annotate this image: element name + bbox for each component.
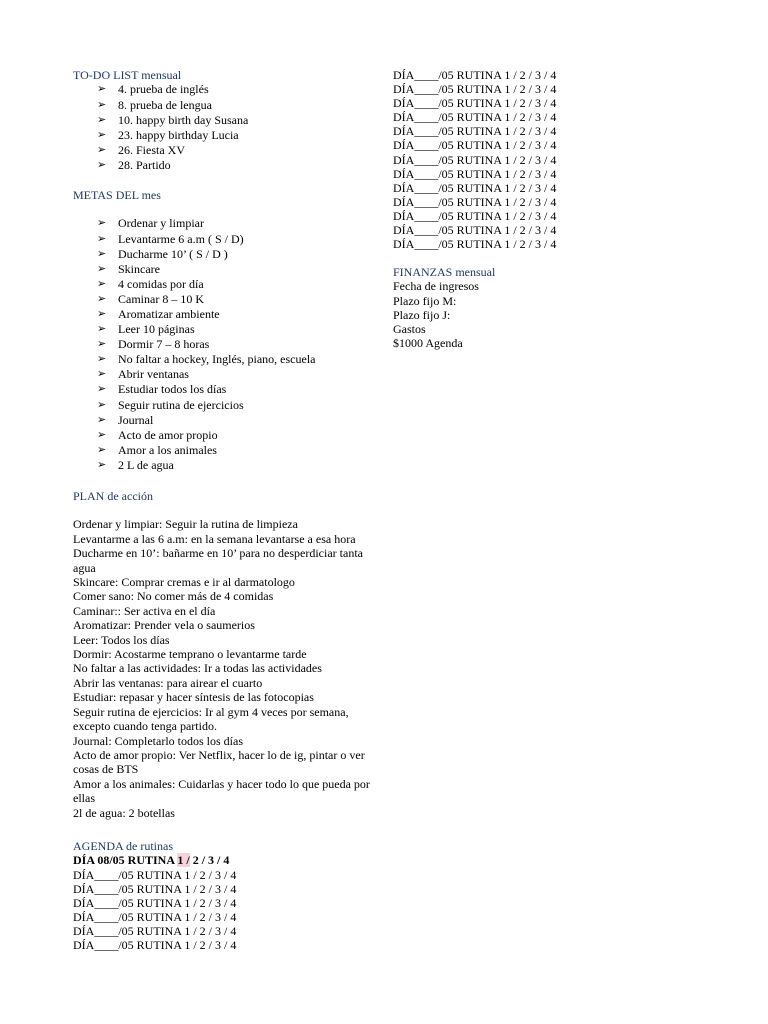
plan-paragraph: Ordenar y limpiar: Seguir la rutina de limpieza <box>73 517 298 532</box>
meta-item-text: Acto de amor propio <box>118 427 218 442</box>
arrow-bullet-icon: ➢ <box>97 383 107 396</box>
finanzas-heading: FINANZAS mensual <box>393 265 496 279</box>
finanzas-line: Gastos <box>393 321 426 336</box>
agenda-line: DÍA____/05 RUTINA 1 / 2 / 3 / 4 <box>73 937 237 952</box>
meta-item <box>73 292 378 307</box>
meta-item-text: 2 L de agua <box>118 457 174 472</box>
agenda-line: DÍA____/05 RUTINA 1 / 2 / 3 / 4 <box>73 881 237 896</box>
todo-item-text: 28. Partido <box>118 157 171 172</box>
arrow-bullet-icon: ➢ <box>97 413 107 426</box>
meta-item <box>73 262 378 277</box>
agenda-first-prefix: DÍA 08/05 RUTINA <box>73 853 178 868</box>
meta-item <box>73 458 378 473</box>
plan-paragraph: No faltar a las actividades: Ir a todas las actividades <box>73 661 322 676</box>
agenda-line: DÍA____/05 RUTINA 1 / 2 / 3 / 4 <box>393 110 557 125</box>
arrow-bullet-icon: ➢ <box>97 128 107 141</box>
agenda-line: DÍA____/05 RUTINA 1 / 2 / 3 / 4 <box>393 166 557 181</box>
meta-item <box>73 413 378 428</box>
agenda-line: DÍA____/05 RUTINA 1 / 2 / 3 / 4 <box>393 237 557 252</box>
meta-item <box>73 216 378 231</box>
todo-item <box>73 113 378 128</box>
arrow-bullet-icon: ➢ <box>97 277 107 290</box>
meta-item-text: Dormir 7 – 8 horas <box>118 337 210 352</box>
plan-paragraph: Acto de amor propio: Ver Netflix, hacer lo de ig, pintar o ver cosas de BTS <box>73 747 365 777</box>
agenda-list <box>73 868 378 953</box>
meta-item-text: Leer 10 páginas <box>118 322 195 337</box>
meta-item <box>73 367 378 382</box>
plan-paragraph: 2l de agua: 2 botellas <box>73 805 175 820</box>
arrow-bullet-icon: ➢ <box>97 443 107 456</box>
agenda-line: DÍA____/05 RUTINA 1 / 2 / 3 / 4 <box>393 152 557 167</box>
meta-item-text: Skincare <box>118 261 160 276</box>
finanzas-line: $1000 Agenda <box>393 335 463 350</box>
agenda-line: DÍA____/05 RUTINA 1 / 2 / 3 / 4 <box>73 867 237 882</box>
arrow-bullet-icon: ➢ <box>97 428 107 441</box>
arrow-bullet-icon: ➢ <box>97 83 107 96</box>
arrow-bullet-icon: ➢ <box>97 292 107 305</box>
todo-item-text: 8. prueba de lengua <box>118 97 212 112</box>
plan-paragraph: Journal: Completarlo todos los días <box>73 733 243 748</box>
plan-paragraph: Leer: Todos los días <box>73 632 170 647</box>
meta-item <box>73 443 378 458</box>
todo-heading: TO-DO LIST mensual <box>73 68 182 82</box>
agenda-line: DÍA____/05 RUTINA 1 / 2 / 3 / 4 <box>393 96 557 111</box>
meta-item-text: No faltar a hockey, Inglés, piano, escuela <box>118 352 316 367</box>
plan-list <box>73 517 378 820</box>
agenda-first-highlight: 1 / <box>177 853 190 868</box>
finanzas-line: Plazo fijo M: <box>393 293 457 308</box>
plan-paragraph: Amor a los animales: Cuidarlas y hacer todo lo que pueda por ellas <box>73 776 370 806</box>
plan-paragraph: Ducharme en 10’: bañarme en 10’ para no desperdiciar tanta agua <box>73 546 363 575</box>
meta-item-text: Aromatizar ambiente <box>118 306 220 321</box>
plan-paragraph: Levantarme a las 6 a.m: en la semana levantarse a esa hora <box>73 531 356 546</box>
agenda-line: DÍA____/05 RUTINA 1 / 2 / 3 / 4 <box>393 124 557 139</box>
arrow-bullet-icon: ➢ <box>97 217 107 230</box>
meta-item <box>73 428 378 443</box>
finanzas-line: Fecha de ingresos <box>393 279 479 294</box>
agenda-line: DÍA____/05 RUTINA 1 / 2 / 3 / 4 <box>393 138 557 153</box>
agenda-line: DÍA____/05 RUTINA 1 / 2 / 3 / 4 <box>393 223 557 238</box>
agenda-line: DÍA____/05 RUTINA 1 / 2 / 3 / 4 <box>73 895 237 910</box>
todo-item <box>73 82 378 97</box>
plan-paragraph: Seguir rutina de ejercicios: Ir al gym 4 veces por semana, excepto cuando tenga partido. <box>73 704 349 734</box>
arrow-bullet-icon: ➢ <box>97 158 107 171</box>
arrow-bullet-icon: ➢ <box>97 323 107 336</box>
todo-item-text: 23. happy birthday Lucia <box>118 127 239 142</box>
arrow-bullet-icon: ➢ <box>97 232 107 245</box>
agenda-line: DÍA____/05 RUTINA 1 / 2 / 3 / 4 <box>393 82 557 97</box>
todo-item-text: 10. happy birth day Susana <box>118 112 249 127</box>
plan-paragraph: Comer sano: No comer más de 4 comidas <box>73 589 274 604</box>
plan-heading: PLAN de acción <box>73 489 153 503</box>
todo-list <box>73 82 378 173</box>
todo-item-text: 26. Fiesta XV <box>118 142 185 157</box>
arrow-bullet-icon: ➢ <box>97 368 107 381</box>
meta-item <box>73 277 378 292</box>
meta-item-text: 4 comidas por día <box>118 276 204 291</box>
meta-item-text: Journal <box>118 412 154 427</box>
metas-section <box>73 188 378 473</box>
metas-heading: METAS DEL mes <box>73 188 161 202</box>
meta-item <box>73 232 378 247</box>
meta-item-text: Estudiar todos los días <box>118 382 227 397</box>
plan-paragraph: Dormir: Acostarme temprano o levantarme tarde <box>73 647 307 662</box>
arrow-bullet-icon: ➢ <box>97 398 107 411</box>
arrow-bullet-icon: ➢ <box>97 458 107 471</box>
meta-item-text: Levantarme 6 a.m ( S / D) <box>118 231 244 246</box>
agenda-line: DÍA____/05 RUTINA 1 / 2 / 3 / 4 <box>73 909 237 924</box>
finanzas-line: Plazo fijo J: <box>393 307 451 322</box>
todo-item <box>73 158 378 173</box>
meta-item <box>73 382 378 397</box>
plan-paragraph: Skincare: Comprar cremas e ir al darmatologo <box>73 575 295 590</box>
meta-item-text: Abrir ventanas <box>118 367 189 382</box>
agenda-line: DÍA____/05 RUTINA 1 / 2 / 3 / 4 <box>393 208 557 223</box>
arrow-bullet-icon: ➢ <box>97 247 107 260</box>
agenda-heading: AGENDA de rutinas <box>73 839 173 853</box>
plan-paragraph: Caminar:: Ser activa en el día <box>73 603 216 618</box>
meta-item <box>73 247 378 262</box>
meta-item <box>73 337 378 352</box>
agenda-section <box>73 839 378 952</box>
plan-paragraph: Aromatizar: Prender vela o saumerios <box>73 618 255 633</box>
agenda-line: DÍA____/05 RUTINA 1 / 2 / 3 / 4 <box>393 68 557 82</box>
arrow-bullet-icon: ➢ <box>97 143 107 156</box>
plan-paragraph: Abrir las ventanas: para airear el cuarto <box>73 675 263 690</box>
finanzas-section <box>393 265 693 350</box>
todo-section <box>73 68 378 173</box>
agenda-line: DÍA____/05 RUTINA 1 / 2 / 3 / 4 <box>73 923 237 938</box>
todo-item <box>73 143 378 158</box>
meta-item-text: Ordenar y limpiar <box>118 216 204 231</box>
arrow-bullet-icon: ➢ <box>97 338 107 351</box>
meta-item-text: Amor a los animales <box>118 442 217 457</box>
arrow-bullet-icon: ➢ <box>97 262 107 275</box>
todo-item <box>73 128 378 143</box>
agenda-line: DÍA____/05 RUTINA 1 / 2 / 3 / 4 <box>393 194 557 209</box>
plan-paragraph: Estudiar: repasar y hacer síntesis de las fotocopias <box>73 690 314 705</box>
arrow-bullet-icon: ➢ <box>97 113 107 126</box>
agenda-first-rest: 2 / 3 / 4 <box>189 853 230 868</box>
finanzas-list <box>393 279 693 349</box>
meta-item <box>73 322 378 337</box>
meta-item-text: Ducharme 10’ ( S / D ) <box>118 246 228 261</box>
todo-item-text: 4. prueba de inglés <box>118 82 209 97</box>
arrow-bullet-icon: ➢ <box>97 353 107 366</box>
meta-item-text: Seguir rutina de ejercicios <box>118 397 244 412</box>
agenda-continued-list <box>393 68 693 251</box>
todo-item <box>73 98 378 113</box>
plan-section <box>73 489 378 820</box>
meta-item-text: Caminar 8 – 10 K <box>118 291 204 306</box>
arrow-bullet-icon: ➢ <box>97 98 107 111</box>
arrow-bullet-icon: ➢ <box>97 307 107 320</box>
metas-list <box>73 216 378 473</box>
agenda-line: DÍA____/05 RUTINA 1 / 2 / 3 / 4 <box>393 180 557 195</box>
meta-item <box>73 398 378 413</box>
meta-item <box>73 352 378 367</box>
agenda-first-line <box>73 853 378 867</box>
meta-item <box>73 307 378 322</box>
